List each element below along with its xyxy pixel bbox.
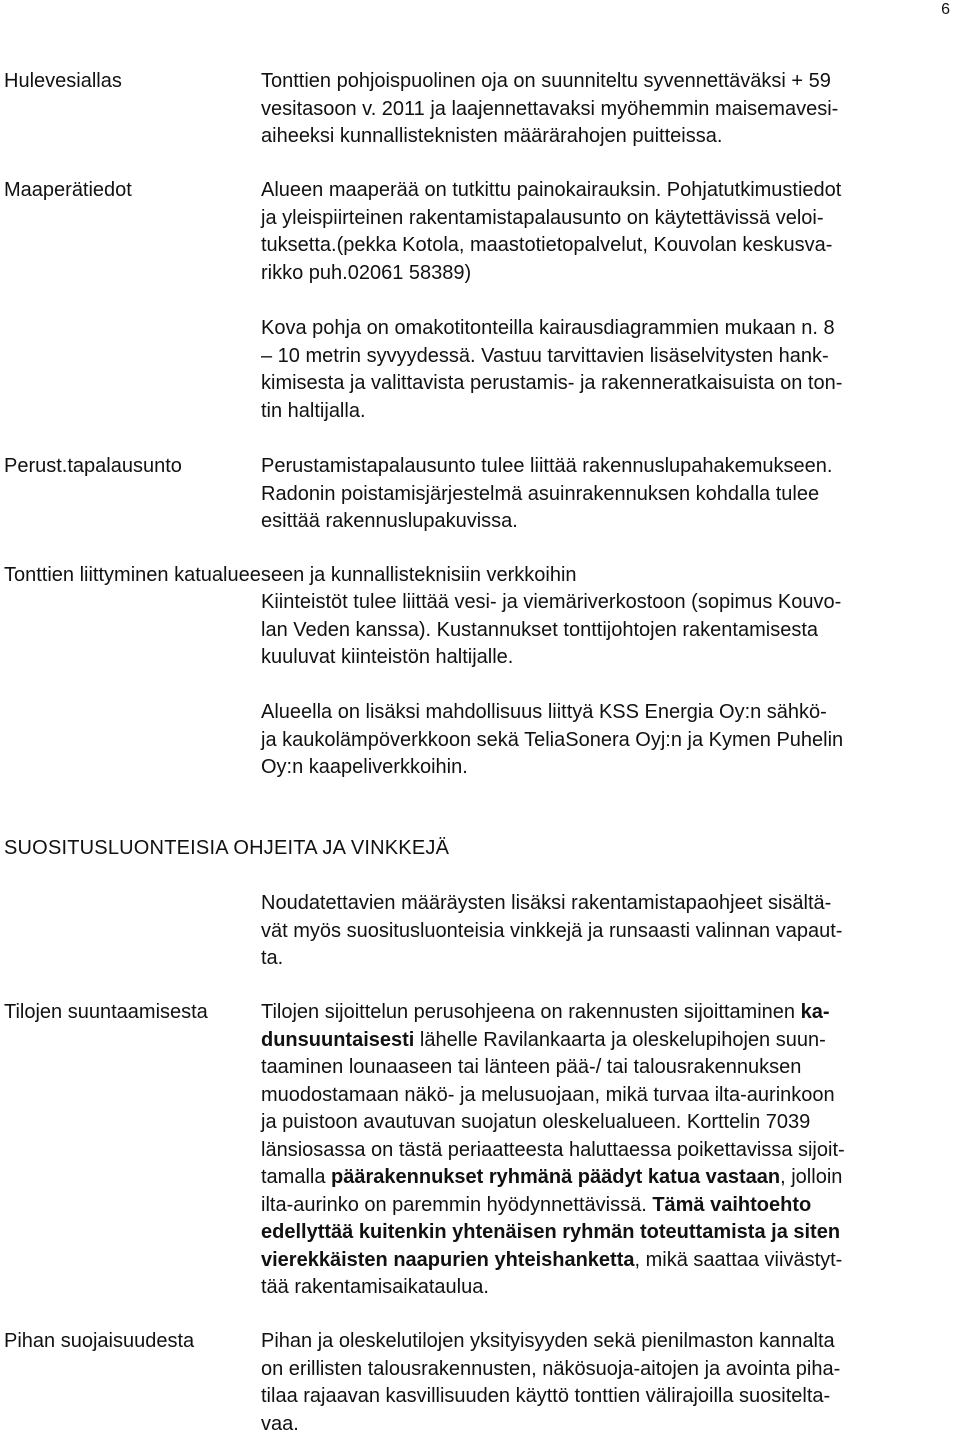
text-line: länsiosassa on tästä periaatteesta haluttaessa poikettavissa sijoit- — [261, 1137, 956, 1165]
label-maaperatiedot: Maaperätiedot — [4, 177, 132, 205]
text-run: , jolloin — [780, 1166, 842, 1188]
text-maaperatiedot — [261, 177, 956, 287]
text-line: on erillisten talousrakennusten, näkösuoja-aitojen ja avointa piha- — [261, 1356, 956, 1384]
text-suositus — [261, 890, 956, 973]
text-line: Noudatettavien määräysten lisäksi rakentamistapaohjeet sisältä- — [261, 890, 956, 918]
text-run: lähelle Ravilankaarta ja oleskelupihojen suun- — [414, 1029, 825, 1051]
text-line: tuksetta.(pekka Kotola, maastotietopalvelut, Kouvolan keskusva- — [261, 232, 956, 260]
label-suojaisuus: Pihan suojaisuudesta — [4, 1328, 194, 1356]
bold-run: dunsuuntaisesti — [261, 1029, 414, 1051]
text-run: Tilojen sijoittelun perusohjeena on rakennusten sijoittaminen — [261, 1001, 801, 1023]
page-number: 6 — [941, 0, 950, 24]
label-hulevesiallas: Hulevesiallas — [4, 68, 122, 96]
text-line — [261, 1247, 956, 1275]
text-line: vät myös suositusluonteisia vinkkejä ja runsaasti valinnan vapaut- — [261, 918, 956, 946]
text-line: Alueen maaperää on tutkittu painokairauksin. Pohjatutkimustiedot — [261, 177, 956, 205]
text-line: taaminen lounaaseen tai länteen pää-/ tai talousrakennuksen — [261, 1054, 956, 1082]
text-line: tää rakentamisaikataulua. — [261, 1274, 956, 1302]
text-line — [261, 999, 956, 1027]
text-line: Pihan ja oleskelutilojen yksityisyyden sekä pienilmaston kannalta — [261, 1328, 956, 1356]
text-line: ja yleispiirteinen rakentamistapalausunto on käytettävissä veloi- — [261, 205, 956, 233]
text-perustapalausunto — [261, 453, 956, 536]
label-suuntaaminen: Tilojen suuntaamisesta — [4, 999, 208, 1027]
label-perustapalausunto: Perust.tapalausunto — [4, 453, 182, 481]
text-line: tin haltijalla. — [261, 398, 956, 426]
text-line: Oy:n kaapeliverkkoihin. — [261, 754, 956, 782]
text-line — [261, 1192, 956, 1220]
text-line: vesitasoon v. 2011 ja laajennettavaksi myöhemmin maisemavesi- — [261, 96, 956, 124]
text-line — [261, 1164, 956, 1192]
bold-run: Tämä vaihtoehto — [652, 1194, 811, 1216]
text-line: – 10 metrin syvyydessä. Vastuu tarvittavien lisäselvitysten hank- — [261, 343, 956, 371]
text-line: Radonin poistamisjärjestelmä asuinrakennuksen kohdalla tulee — [261, 481, 956, 509]
text-line: ja kaukolämpöverkkoon sekä TeliaSonera Oyj:n ja Kymen Puhelin — [261, 727, 956, 755]
text-line: rikko puh.02061 58389) — [261, 260, 956, 288]
text-line: kimisesta ja valittavista perustamis- ja rakenneratkaisuista on ton- — [261, 370, 956, 398]
heading-suositus: SUOSITUSLUONTEISIA OHJEITA JA VINKKEJÄ — [4, 835, 449, 863]
heading-liittyminen: Tonttien liittyminen katualueeseen ja kunnallisteknisiin verkkoihin — [4, 562, 577, 590]
bold-run: ka- — [801, 1001, 830, 1023]
text-line — [261, 1027, 956, 1055]
bold-run: vierekkäisten naapurien yhteishanketta — [261, 1249, 635, 1271]
text-line: esittää rakennuslupakuvissa. — [261, 508, 956, 536]
text-run: tamalla — [261, 1166, 331, 1188]
bold-run: edellyttää kuitenkin yhtenäisen ryhmän toteuttamista ja siten — [261, 1221, 840, 1243]
text-line: tilaa rajaavan kasvillisuuden käyttö tonttien välirajoilla suositelta- — [261, 1383, 956, 1411]
text-line: Kova pohja on omakotitonteilla kairausdiagrammien mukaan n. 8 — [261, 315, 956, 343]
text-line: Perustamistapalausunto tulee liittää rakennuslupahakemukseen. — [261, 453, 956, 481]
text-run: ilta-aurinko on paremmin hyödynnettävissä. — [261, 1194, 652, 1216]
text-line: muodostamaan näkö- ja melusuojaan, mikä turvaa ilta-aurinkoon — [261, 1082, 956, 1110]
text-line: kuuluvat kiinteistön haltijalle. — [261, 644, 956, 672]
text-line: Kiinteistöt tulee liittää vesi- ja viemäriverkostoon (sopimus Kouvo- — [261, 589, 956, 617]
bold-run: päärakennukset ryhmänä päädyt katua vastaan — [331, 1166, 780, 1188]
text-line: lan Veden kanssa). Kustannukset tonttijohtojen rakentamisesta — [261, 617, 956, 645]
text-hulevesiallas — [261, 68, 956, 151]
text-line: vaa. — [261, 1411, 956, 1438]
text-suuntaaminen — [261, 999, 956, 1302]
text-line: Alueella on lisäksi mahdollisuus liittyä KSS Energia Oy:n sähkö- — [261, 699, 956, 727]
text-line: ja puistoon avautuvan suojatun oleskelualueen. Korttelin 7039 — [261, 1109, 956, 1137]
text-line: aiheeksi kunnallisteknisten määrärahojen puitteissa. — [261, 123, 956, 151]
text-kova-pohja — [261, 315, 956, 425]
text-liittyminen — [261, 589, 956, 672]
text-suojaisuus — [261, 1328, 956, 1438]
text-run: , mikä saattaa viivästyt- — [635, 1249, 843, 1271]
text-line — [261, 1219, 956, 1247]
text-alueella — [261, 699, 956, 782]
text-line: Tonttien pohjoispuolinen oja on suunniteltu syvennettäväksi + 59 — [261, 68, 956, 96]
text-line: ta. — [261, 945, 956, 973]
